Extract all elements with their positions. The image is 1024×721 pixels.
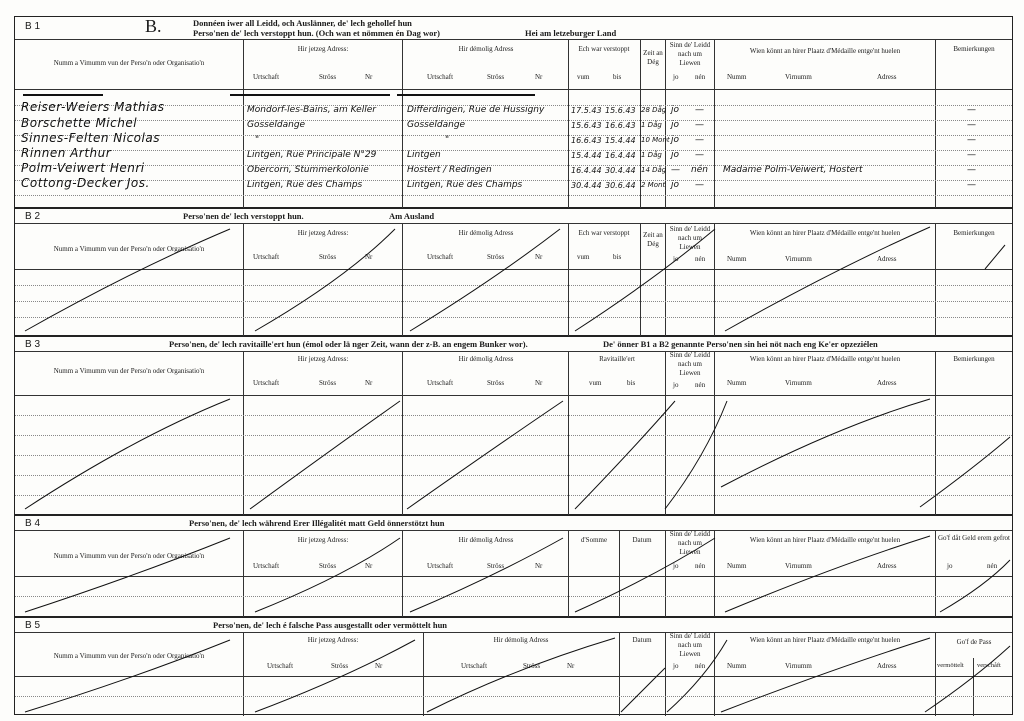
entry-name: Polm-Veiwert Henri [21,161,145,175]
header-medal-numm: Numm [727,73,747,81]
header-bis: bis [613,253,622,261]
entry-to: 16.4.44 [605,151,636,160]
header-nr: Nr [535,562,543,570]
header-medal-adress: Adress [877,255,897,263]
section-b2-id: B 2 [25,211,41,222]
header-nen: nén [695,662,706,670]
entry-days: 1 Dåg [641,121,662,129]
header-vum: vum [589,379,602,387]
header-alive: Sinn de' Leidd nach um Liewen [669,632,711,658]
header-urtschaft: Urtschaft [427,73,454,81]
section-b1-title-line2: Perso'nen de' lech verstoppt hun. (Och wan et nömmen én Dag wor) [193,28,440,38]
header-name: Numm a Vimumm vun der Perso'n oder Organisatio'n [53,245,205,253]
header-urtschaft: Urtschaft [267,662,294,670]
header-medal-adress: Adress [877,662,897,670]
header-urtschaft: Urtschaft [461,662,488,670]
entry-to: 16.6.43 [605,121,636,130]
header-zeit: Zeit an Dég [643,49,663,66]
header-jo: jo [947,562,953,570]
entry-name: Borschette Michel [21,116,138,130]
entry-alive: jo [671,105,680,115]
header-pass: Go'f de Pass [956,638,992,646]
header-hidden: Ech war verstoppt [578,229,630,237]
entry-medal-person: Madame Polm-Veiwert, Hostert [723,165,863,175]
entry-name: Rinnen Arthur [21,146,112,160]
header-nen: nén [695,562,706,570]
header-medal-numm: Numm [727,255,747,263]
header-urtschaft: Urtschaft [253,562,280,570]
header-bis: bis [613,73,622,81]
entry-from: 17.5.43 [571,106,602,115]
header-former-address: Hir démolig Adress [458,45,514,53]
entry-former-address: Lintgen, Rue des Champs [407,180,523,190]
entry-current-address: Obercorn, Stummerkolonie [247,165,369,175]
header-current-address: Hir jetzeg Adress: [297,355,349,363]
entry-current-address: Mondorf-les-Bains, am Keller [247,105,376,115]
header-nr: Nr [375,662,383,670]
header-ravitailleert: Ravitaille'ert [599,355,635,363]
header-datum: Datum [632,636,652,644]
header-bemierkungen: Bemierkungen [953,355,995,363]
header-current-address: Hir jetzeg Adress: [297,45,349,53]
header-stross: Ströss [319,73,337,81]
header-verschaft: verschåft [977,662,1001,669]
entry-former-address: Hostert / Redingen [407,165,492,175]
section-b1-id: B 1 [25,21,41,32]
header-medal: Wien könnt an hirer Plaatz d'Médaille entge'nt huelen [749,47,901,55]
entry-current-address: Gosseldange [247,120,306,130]
header-bemierkungen: Bemierkungen [953,229,995,237]
header-nr: Nr [365,253,373,261]
header-alive: Sinn de' Leidd nach um Liewen [669,41,711,67]
section-b1-title-line1: Donnéen iwer all Leidd, och Auslänner, de' lech gehollef hun [193,18,412,28]
section-b4-id: B 4 [25,518,41,529]
entry-remark: — [967,180,976,190]
entry-alive: — [671,165,680,175]
header-stross: Ströss [487,253,505,261]
entry-not-alive: — [695,105,704,115]
header-stross: Ströss [487,73,505,81]
entry-days: 28 Dåg [641,106,667,114]
header-stross: Ströss [319,562,337,570]
header-medal-virnumm: Virnumm [785,562,812,570]
entry-current-address: Lintgen, Rue Principale N°29 [247,150,377,160]
header-medal-adress: Adress [877,562,897,570]
entry-former-address: Differdingen, Rue de Hussigny [407,105,545,115]
section-b3-title: Perso'nen, de' lech ravitaille'ert hun (émol oder lä nger Zeit, wann der z-B. an engem Bunker wor). [169,339,528,349]
entry-name: Cottong-Decker Jos. [21,176,150,190]
header-medal: Wien könnt an hirer Plaatz d'Médaille entge'nt huelen [749,229,901,237]
section-b5-id: B 5 [25,620,41,631]
entry-from: 15.6.43 [571,121,602,130]
header-zeit: Zeit an Dég [643,231,663,248]
entry-remark: — [967,165,976,175]
entry-current-address: " [255,135,260,145]
entry-to: 15.4.44 [605,136,636,145]
cancel-strokes [15,516,1012,618]
header-vermettelt: vermöttelt [937,662,964,669]
section-b3-id: B 3 [25,339,41,350]
section-b4-title: Perso'nen, de' lech während Erer Illégalitét matt Geld önnerstötzt hun [189,518,445,528]
entry-former-address: " [445,135,450,145]
entry-not-alive: — [695,150,704,160]
header-bis: bis [627,379,636,387]
header-urtschaft: Urtschaft [253,73,280,81]
header-urtschaft: Urtschaft [253,379,280,387]
section-b5-title: Perso'nen, de' lech é falsche Pass ausgestallt oder vermöttelt hun [213,620,448,630]
header-medal: Wien könnt an hirer Plaatz d'Médaille entge'nt huelen [749,536,901,544]
entry-not-alive: — [695,120,704,130]
entry-name: Sinnes-Felten Nicolas [21,131,160,145]
header-medal-numm: Numm [727,562,747,570]
entry-from: 30.4.44 [571,181,602,190]
header-nr: Nr [535,253,543,261]
header-medal: Wien könnt an hirer Plaatz d'Médaille entge'nt huelen [749,355,901,363]
header-vum: vum [577,253,590,261]
header-nen: nén [695,73,706,81]
entry-alive: jo [671,150,680,160]
header-current-address: Hir jetzeg Adress: [297,536,349,544]
entry-from: 16.4.44 [571,166,602,175]
entry-not-alive: — [695,135,704,145]
header-jo: jo [673,662,679,670]
header-medal-virnumm: Virnumm [785,662,812,670]
entry-former-address: Lintgen [407,150,441,160]
section-b3 [14,336,1013,515]
header-hidden: Ech war verstoppt [578,45,630,53]
entry-days: 1 Dåg [641,151,662,159]
header-vum: vum [577,73,590,81]
header-medal-numm: Numm [727,379,747,387]
section-b2 [14,208,1013,336]
header-medal-numm: Numm [727,662,747,670]
header-stross: Ströss [319,253,337,261]
section-b2-title-place: Am Ausland [389,211,435,221]
header-geld-gefrot: Go'f dåt Geld erem gefrot [937,534,1010,542]
header-former-address: Hir démolig Adress [458,536,514,544]
header-alive: Sinn de' Leidd nach um Liewen [669,225,711,251]
header-medal-adress: Adress [877,73,897,81]
header-name: Numm a Vimumm vun der Perso'n oder Organisatio'n [53,367,205,375]
header-jo: jo [673,73,679,81]
entry-name: Reiser-Weiers Mathias [21,100,165,114]
entry-alive: jo [671,120,680,130]
entry-alive: jo [671,135,680,145]
header-current-address: Hir jetzeg Adress: [307,636,359,644]
header-stross: Ströss [487,379,505,387]
header-jo: jo [673,255,679,263]
entry-alive: jo [671,180,680,190]
header-datum: Datum [632,536,652,544]
entry-to: 30.6.44 [605,181,636,190]
header-jo: jo [673,381,679,389]
section-b3-title-note: De' önner B1 a B2 genannte Perso'nen sin hei nöt nach eng Ke'er opzeziélen [603,339,878,349]
entry-days: 10 Mont [641,136,670,144]
header-nr: Nr [567,662,575,670]
section-b4 [14,515,1013,617]
entry-not-alive: — [695,180,704,190]
section-b5 [14,617,1013,715]
entry-from: 16.6.43 [571,136,602,145]
header-urtschaft: Urtschaft [427,562,454,570]
cancel-strokes [15,337,1012,516]
entry-remark: — [967,120,976,130]
header-medal-virnumm: Virnumm [785,73,812,81]
header-jo: jo [673,562,679,570]
entry-current-address: Lintgen, Rue des Champs [247,180,363,190]
header-alive: Sinn de' Leidd nach um Liewen [669,530,711,556]
header-stross: Ströss [331,662,349,670]
header-nr: Nr [365,73,373,81]
section-b1-title-place: Hei am letzeburger Land [525,28,617,38]
header-current-address: Hir jetzeg Adress: [297,229,349,237]
header-urtschaft: Urtschaft [427,253,454,261]
entry-from: 15.4.44 [571,151,602,160]
header-medal-virnumm: Virnumm [785,255,812,263]
entry-remark: — [967,135,976,145]
header-former-address: Hir démolig Adress [458,355,514,363]
header-nr: Nr [535,379,543,387]
header-stross: Ströss [523,662,541,670]
header-name: Numm a Vimumm vun der Perso'n oder Organisatio'n [53,552,205,560]
header-medal: Wien könnt an hirer Plaatz d'Médaille entge'nt huelen [749,636,901,644]
header-former-address: Hir démolig Adress [458,229,514,237]
header-name: Numm a Vimumm vun der Perso'n oder Organisatio'n [53,652,205,660]
entry-former-address: Gosseldange [407,120,466,130]
header-former-address: Hir démolig Adress [493,636,549,644]
header-medal-virnumm: Virnumm [785,379,812,387]
entry-to: 30.4.44 [605,166,636,175]
header-nen: nén [695,255,706,263]
entry-days: 14 Dåg [641,166,667,174]
header-nr: Nr [365,562,373,570]
header-bemierkungen: Bemierkungen [953,45,995,53]
entry-remark: — [967,150,976,160]
entry-not-alive: nén [691,165,708,175]
header-alive: Sinn de' Leidd nach um Liewen [669,351,711,377]
entry-days: 2 Mont [641,181,666,189]
entry-to: 15.6.43 [605,106,636,115]
header-name: Numm a Vimumm vun der Perso'n oder Organisatio'n [53,59,205,67]
header-somme: d'Somme [580,536,608,544]
section-b1-big-letter: B. [145,16,162,36]
header-nr: Nr [535,73,543,81]
header-stross: Ströss [319,379,337,387]
section-b1 [14,16,1013,208]
header-stross: Ströss [487,562,505,570]
header-urtschaft: Urtschaft [427,379,454,387]
entry-remark: — [967,105,976,115]
header-urtschaft: Urtschaft [253,253,280,261]
header-medal-adress: Adress [877,379,897,387]
header-nen: nén [987,562,998,570]
section-b2-title: Perso'nen de' lech verstoppt hun. [183,211,304,221]
header-nr: Nr [365,379,373,387]
header-nen: nén [695,381,706,389]
